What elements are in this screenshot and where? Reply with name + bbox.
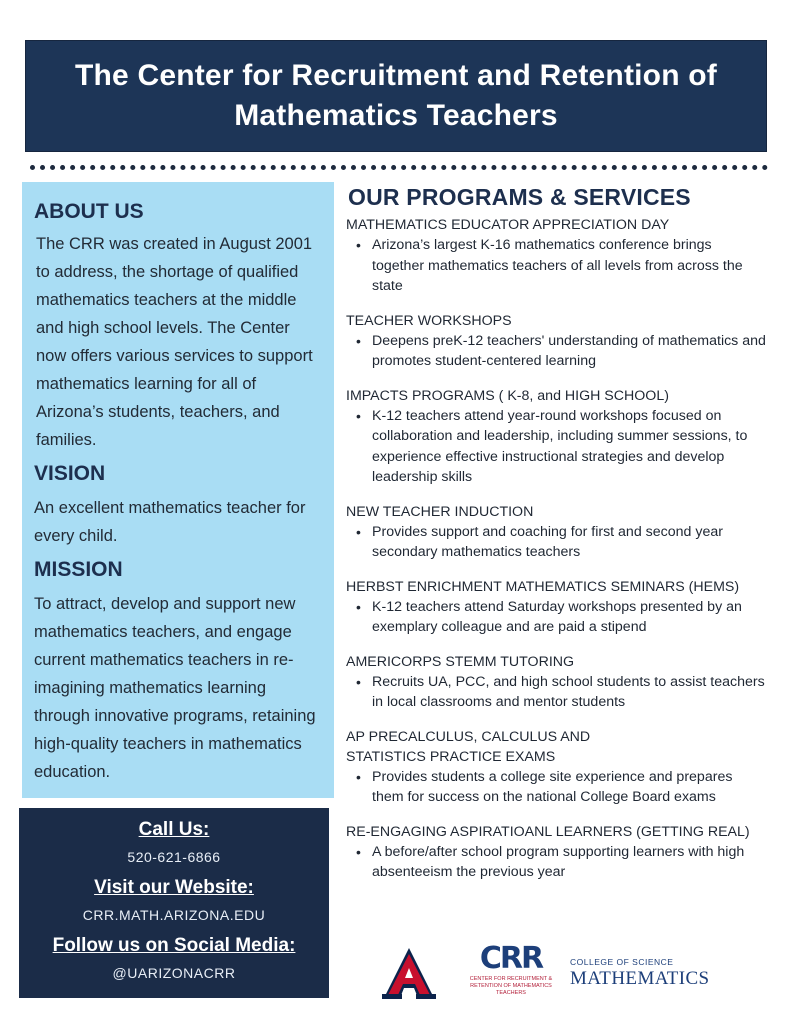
bullet-icon: •: [356, 768, 361, 785]
program-name: TEACHER WORKSHOPS: [346, 312, 512, 329]
program-desc: • A before/after school program supporting learners with high absenteeism the previous year: [356, 843, 745, 880]
department-name: MATHEMATICS: [570, 968, 710, 989]
program-desc: • Provides support and coaching for first and second year secondary mathematics teachers: [356, 523, 723, 560]
program-name: IMPACTS PROGRAMS ( K-8, and HIGH SCHOOL): [346, 387, 669, 404]
bullet-icon: •: [356, 673, 361, 690]
about-heading: ABOUT US: [34, 200, 144, 223]
crr-logo: [466, 941, 556, 1000]
contact-panel: [19, 808, 329, 998]
dotted-divider: [30, 165, 768, 170]
social-heading: Follow us on Social Media:: [52, 935, 296, 956]
mission-text: To attract, develop and support new mathematics teachers, and engage current mathematics teachers in re-imagining mathematics learning through innovative programs, retaining high-quality teachers in mathematics education.: [34, 595, 316, 781]
programs-section: [346, 184, 766, 897]
program-name: AP PRECALCULUS, CALCULUS AND STATISTICS PRACTICE EXAMS: [346, 728, 591, 765]
program-item: [346, 502, 766, 563]
header-banner: [25, 40, 767, 152]
call-heading: Call Us:: [138, 819, 210, 840]
college-of-science-logo: [570, 956, 750, 990]
about-text: The CRR was created in August 2001 to address, the shortage of qualified mathematics teachers at the middle and high school levels. The Center now offers various services to support mathematics learning for all of Arizona’s students, teachers, and families.: [36, 235, 313, 449]
vision-text: An excellent mathematics teacher for every child.: [34, 499, 306, 545]
crr-mark: CRR: [479, 941, 543, 976]
program-item: [346, 727, 766, 808]
program-item: [346, 822, 766, 883]
bullet-icon: •: [356, 332, 361, 349]
mission-heading: MISSION: [34, 558, 123, 581]
vision-heading: VISION: [34, 462, 106, 485]
bullet-icon: •: [356, 407, 361, 424]
program-item: [346, 215, 766, 297]
program-desc: • Arizona’s largest K-16 mathematics conference brings together mathematics teachers of all levels from across the state: [356, 237, 743, 294]
program-desc: • Provides students a college site experience and prepares them for success on the national College Board exams: [356, 768, 733, 805]
page-title: The Center for Recruitment and Retention of Mathematics Teachers: [75, 59, 717, 132]
crr-subtitle: CENTER FOR RECRUITMENT & RETENTION OF MATHEMATICS TEACHERS: [469, 976, 553, 996]
program-item: [346, 311, 766, 372]
bullet-icon: •: [356, 523, 361, 540]
program-name: HERBST ENRICHMENT MATHEMATICS SEMINARS (HEMS): [346, 578, 740, 595]
program-name: NEW TEACHER INDUCTION: [346, 503, 534, 520]
bullet-icon: •: [356, 237, 361, 253]
program-desc: • K-12 teachers attend year-round workshops focused on collaboration and leadership, including summer sessions, to experience effective instructional strategies and develop leadership skills: [356, 407, 748, 485]
website-link[interactable]: CRR.MATH.ARIZONA.EDU: [82, 907, 266, 923]
bullet-icon: •: [356, 843, 361, 860]
program-desc: • K-12 teachers attend Saturday workshops presented by an exemplary colleague and are paid a stipend: [356, 598, 742, 635]
bullet-icon: •: [356, 598, 361, 615]
program-name: AMERICORPS STEMM TUTORING: [346, 653, 575, 670]
program-desc: • Recruits UA, PCC, and high school students to assist teachers in local classrooms and mentor students: [356, 673, 765, 710]
about-panel: [22, 182, 334, 798]
website-heading: Visit our Website:: [94, 877, 254, 898]
program-item: [346, 577, 766, 638]
university-of-arizona-logo: [378, 944, 440, 1002]
program-item: [346, 652, 766, 713]
logo-strip: [378, 940, 758, 1004]
program-name: RE-ENGAGING ASPIRATIOANL LEARNERS (GETTING REAL): [346, 823, 750, 840]
programs-title: OUR PROGRAMS & SERVICES: [348, 184, 691, 210]
program-name: MATHEMATICS EDUCATOR APPRECIATION DAY: [346, 217, 670, 233]
program-item: [346, 386, 766, 488]
social-handle[interactable]: @UARIZONACRR: [112, 965, 236, 981]
phone-number[interactable]: 520-621-6866: [127, 849, 221, 865]
program-desc: • Deepens preK-12 teachers' understanding of mathematics and promotes student-centered learning: [356, 332, 766, 369]
college-name: COLLEGE OF SCIENCE: [570, 957, 674, 967]
